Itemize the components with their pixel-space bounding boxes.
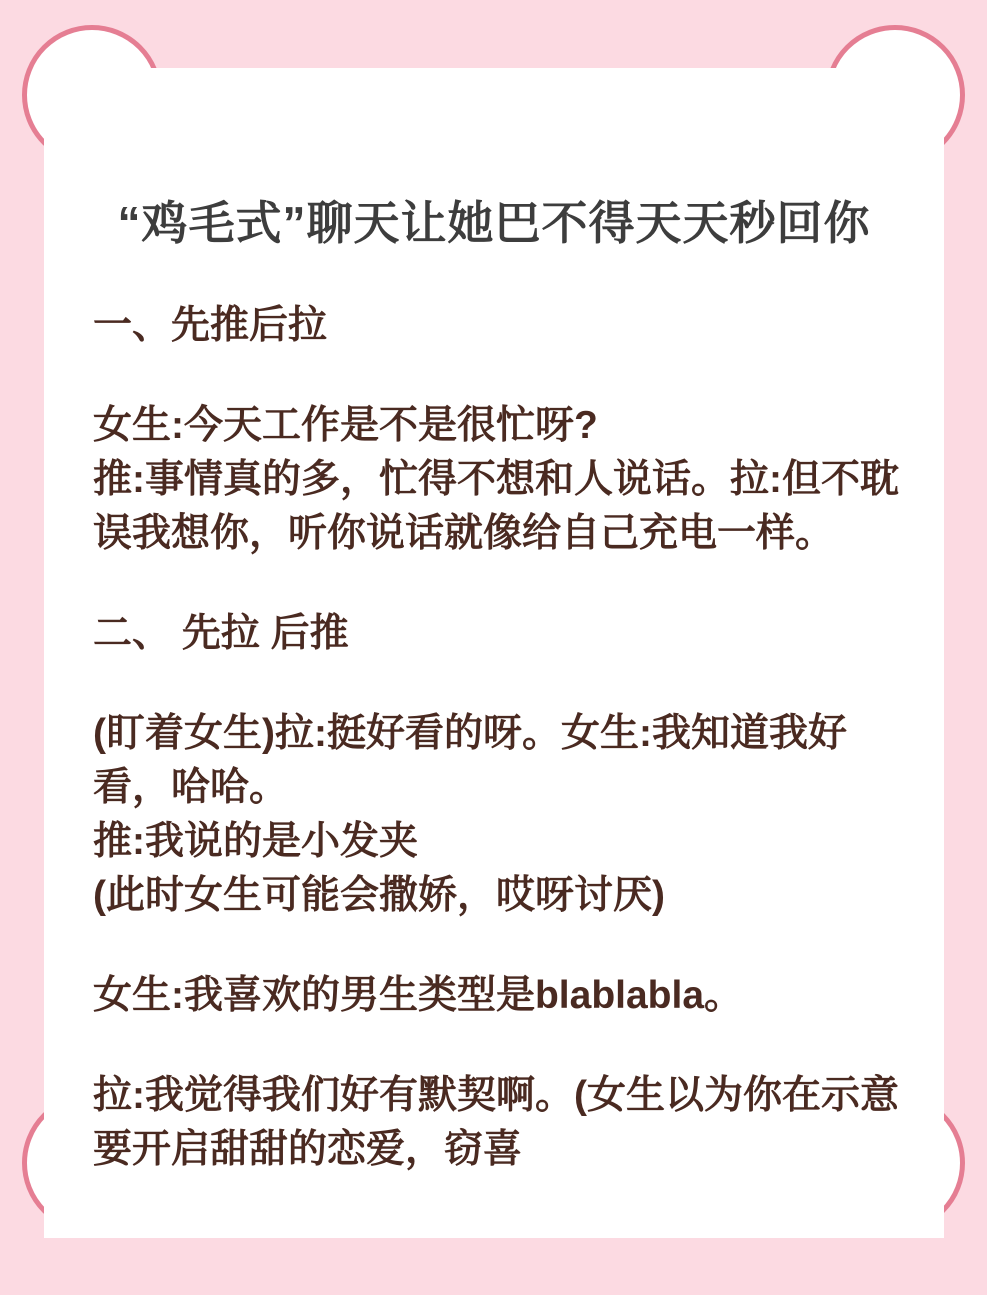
section-1-heading: 一、先推后拉 <box>93 304 328 347</box>
text-line: 要开启甜甜的恋爱，窃喜 <box>93 1128 523 1171</box>
text-line: 看，哈哈。 <box>93 766 289 809</box>
text-line: 推:事情真的多，忙得不想和人说话。拉:但不耽 <box>93 458 899 501</box>
section-2-paragraph-2 <box>44 969 944 1023</box>
text-line: 女生:今天工作是不是很忙呀? <box>93 404 598 447</box>
section-1-paragraph-1 <box>44 399 944 561</box>
content-card <box>44 68 944 1238</box>
section-2-paragraph-1 <box>44 707 944 923</box>
poster-title: “鸡毛式”聊天让她巴不得天天秒回你 <box>117 197 871 249</box>
text-line: (此时女生可能会撒娇，哎呀讨厌) <box>93 874 665 917</box>
section-2-paragraph-3 <box>44 1069 944 1177</box>
text-line: 女生:我喜欢的男生类型是blablabla。 <box>93 974 744 1017</box>
text-line: 误我想你，听你说话就像给自己充电一样。 <box>93 512 835 555</box>
text-line: 拉:我觉得我们好有默契啊。(女生以为你在示意 <box>93 1074 899 1117</box>
section-2-heading: 二、 先拉 后推 <box>93 612 349 655</box>
text-line: 推:我说的是小发夹 <box>93 820 418 863</box>
text-line: (盯着女生)拉:挺好看的呀。女生:我知道我好 <box>93 712 847 755</box>
